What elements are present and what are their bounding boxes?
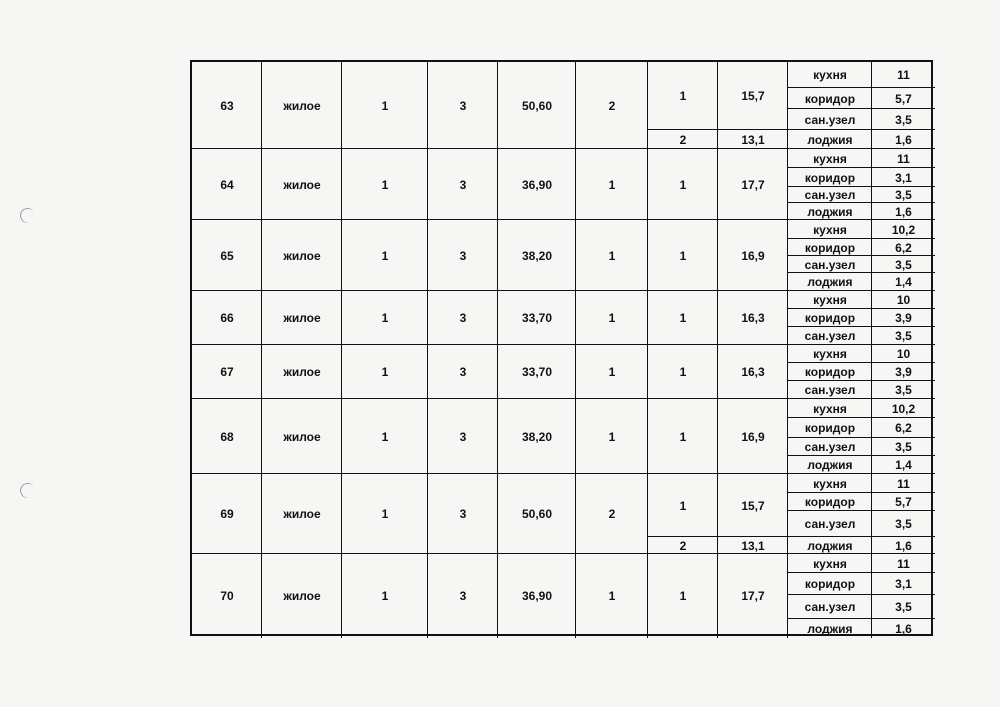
room-count: 1 xyxy=(608,311,616,325)
auxiliary-room-area: 3,5 xyxy=(895,383,912,397)
apartment-number: 65 xyxy=(220,248,234,263)
floor-number: 3 xyxy=(459,365,467,379)
auxiliary-room-area: 10,2 xyxy=(891,401,916,416)
section-number: 1 xyxy=(381,365,389,379)
auxiliary-room-area: 3,5 xyxy=(895,329,912,343)
apartment-number: 67 xyxy=(220,365,234,379)
living-room-area: 16,9 xyxy=(741,429,765,444)
auxiliary-room-area: 6,2 xyxy=(895,421,912,435)
section-number: 1 xyxy=(381,507,389,521)
room-count: 1 xyxy=(608,365,616,379)
auxiliary-room-name: кухня xyxy=(813,293,847,307)
total-area: 38,20 xyxy=(521,429,553,444)
auxiliary-room-name: лоджия xyxy=(807,538,853,553)
auxiliary-room-area: 11 xyxy=(897,151,910,166)
auxiliary-room-name: коридор xyxy=(804,311,856,325)
floor-number: 3 xyxy=(459,98,467,113)
auxiliary-room-name: кухня xyxy=(813,401,847,416)
section-number: 1 xyxy=(381,177,389,192)
floor-number: 3 xyxy=(459,248,467,263)
punch-hole-mark xyxy=(18,481,37,500)
living-room-number: 1 xyxy=(679,498,687,513)
living-room-number: 1 xyxy=(679,248,687,263)
section-number: 1 xyxy=(381,248,389,263)
total-area: 33,70 xyxy=(521,365,553,379)
auxiliary-room-area: 5,7 xyxy=(895,91,912,106)
room-count: 1 xyxy=(608,248,616,263)
auxiliary-room-name: кухня xyxy=(813,476,847,491)
auxiliary-room-name: коридор xyxy=(804,91,856,106)
living-room-area: 17,7 xyxy=(741,177,765,192)
premises-type: жилое xyxy=(283,177,321,192)
auxiliary-room-area: 1,6 xyxy=(895,204,912,219)
apartment-number: 66 xyxy=(220,311,234,325)
apartment-number: 70 xyxy=(220,589,234,603)
total-area: 50,60 xyxy=(521,507,553,521)
total-area: 36,90 xyxy=(521,589,553,603)
auxiliary-room-area: 11 xyxy=(897,556,910,571)
auxiliary-room-name: лоджия xyxy=(807,132,853,147)
auxiliary-room-area: 1,6 xyxy=(895,538,912,553)
living-room-area: 15,7 xyxy=(741,89,765,103)
auxiliary-room-area: 3,5 xyxy=(895,112,912,127)
auxiliary-room-area: 3,9 xyxy=(895,365,912,379)
auxiliary-room-area: 10,2 xyxy=(891,222,916,237)
auxiliary-room-name: лоджия xyxy=(807,275,853,289)
auxiliary-room-name: сан.узел xyxy=(804,600,856,614)
auxiliary-room-area: 3,1 xyxy=(895,577,912,591)
auxiliary-room-area: 3,9 xyxy=(895,311,912,325)
auxiliary-room-area: 11 xyxy=(897,68,910,82)
auxiliary-room-name: кухня xyxy=(813,222,847,237)
living-room-number: 1 xyxy=(679,365,687,379)
living-room-number: 1 xyxy=(679,89,687,103)
section-number: 1 xyxy=(381,589,389,603)
auxiliary-room-area: 1,6 xyxy=(895,621,912,636)
room-count: 1 xyxy=(608,177,616,192)
auxiliary-room-name: коридор xyxy=(804,577,856,591)
auxiliary-room-name: кухня xyxy=(813,556,847,571)
premises-type: жилое xyxy=(283,429,321,444)
auxiliary-room-name: сан.узел xyxy=(804,329,856,343)
total-area: 33,70 xyxy=(521,311,553,325)
apartment-number: 64 xyxy=(220,177,234,192)
floor-number: 3 xyxy=(459,589,467,603)
apartment-number: 69 xyxy=(220,507,234,521)
room-count: 1 xyxy=(608,429,616,444)
punch-hole-mark xyxy=(18,206,37,225)
auxiliary-room-name: сан.узел xyxy=(804,257,856,272)
living-room-number: 2 xyxy=(679,538,687,553)
auxiliary-room-area: 3,5 xyxy=(895,600,912,614)
auxiliary-room-area: 1,4 xyxy=(895,458,912,472)
auxiliary-room-name: лоджия xyxy=(807,621,853,636)
auxiliary-room-area: 11 xyxy=(897,476,910,491)
living-room-number: 1 xyxy=(679,429,687,444)
living-room-area: 16,9 xyxy=(741,248,765,263)
section-number: 1 xyxy=(381,429,389,444)
auxiliary-room-name: кухня xyxy=(813,347,847,361)
living-room-number: 1 xyxy=(679,177,687,192)
auxiliary-room-name: коридор xyxy=(804,365,856,379)
room-count: 1 xyxy=(608,589,616,603)
auxiliary-room-area: 3,5 xyxy=(895,517,912,531)
auxiliary-room-name: сан.узел xyxy=(804,517,856,531)
total-area: 36,90 xyxy=(521,177,553,192)
apartment-number: 68 xyxy=(220,429,234,444)
living-room-area: 13,1 xyxy=(741,538,765,553)
room-count: 2 xyxy=(608,98,616,113)
room-count: 2 xyxy=(608,507,616,521)
auxiliary-room-name: коридор xyxy=(804,240,856,255)
living-room-number: 1 xyxy=(679,311,687,325)
floor-number: 3 xyxy=(459,507,467,521)
auxiliary-room-name: коридор xyxy=(804,421,856,435)
section-number: 1 xyxy=(381,98,389,113)
auxiliary-room-area: 1,6 xyxy=(895,132,912,147)
living-room-number: 2 xyxy=(679,132,687,147)
auxiliary-room-name: сан.узел xyxy=(804,440,856,454)
total-area: 38,20 xyxy=(521,248,553,263)
section-number: 1 xyxy=(381,311,389,325)
living-room-number: 1 xyxy=(679,589,687,603)
floor-number: 3 xyxy=(459,311,467,325)
auxiliary-room-area: 6,2 xyxy=(895,240,912,255)
auxiliary-room-name: сан.узел xyxy=(804,112,856,127)
auxiliary-room-name: коридор xyxy=(804,495,856,509)
auxiliary-room-area: 3,5 xyxy=(895,440,912,454)
auxiliary-room-name: кухня xyxy=(813,68,847,82)
auxiliary-room-name: сан.узел xyxy=(804,188,856,202)
living-room-area: 13,1 xyxy=(741,132,765,147)
auxiliary-room-area: 3,1 xyxy=(895,170,912,185)
auxiliary-room-area: 3,5 xyxy=(895,188,912,202)
auxiliary-room-name: лоджия xyxy=(807,458,853,472)
auxiliary-room-area: 1,4 xyxy=(895,275,912,289)
living-room-area: 15,7 xyxy=(741,498,765,513)
premises-type: жилое xyxy=(283,589,321,603)
premises-type: жилое xyxy=(283,311,321,325)
auxiliary-room-name: кухня xyxy=(813,151,847,166)
premises-type: жилое xyxy=(283,365,321,379)
living-room-area: 16,3 xyxy=(741,311,765,325)
auxiliary-room-area: 10 xyxy=(896,293,911,307)
auxiliary-room-area: 5,7 xyxy=(895,495,912,509)
premises-type: жилое xyxy=(283,98,321,113)
auxiliary-room-area: 3,5 xyxy=(895,257,912,272)
total-area: 50,60 xyxy=(521,98,553,113)
floor-number: 3 xyxy=(459,177,467,192)
auxiliary-room-name: сан.узел xyxy=(804,383,856,397)
auxiliary-room-area: 10 xyxy=(896,347,911,361)
premises-type: жилое xyxy=(283,507,321,521)
premises-type: жилое xyxy=(283,248,321,263)
living-room-area: 17,7 xyxy=(741,589,765,603)
living-room-area: 16,3 xyxy=(741,365,765,379)
floor-number: 3 xyxy=(459,429,467,444)
auxiliary-room-name: коридор xyxy=(804,170,856,185)
apartment-number: 63 xyxy=(220,98,234,113)
apartment-table xyxy=(190,60,933,636)
auxiliary-room-name: лоджия xyxy=(807,204,853,219)
